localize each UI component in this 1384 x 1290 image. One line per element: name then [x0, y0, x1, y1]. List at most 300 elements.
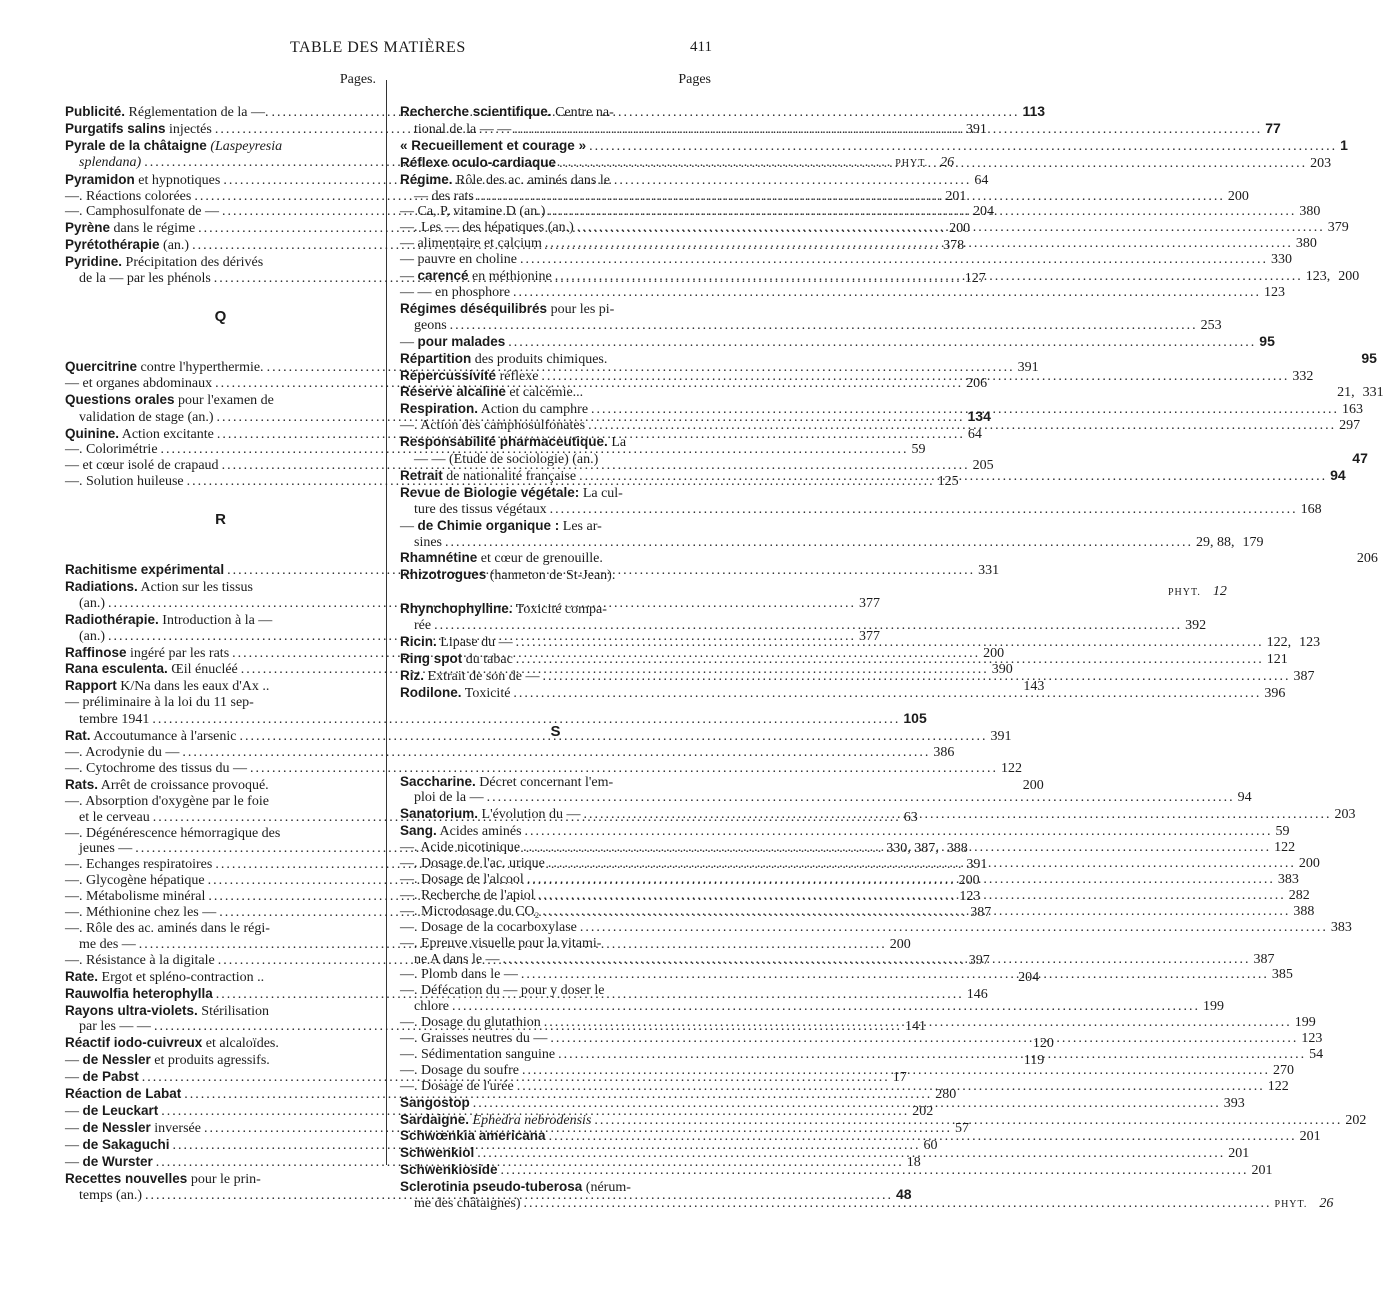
page-ref: 123 — [1264, 284, 1286, 300]
entry-text — [400, 651, 513, 668]
entry-text — [65, 1120, 201, 1137]
entry-subheadword: carencé — [417, 268, 469, 284]
entry-headword: Sang. — [400, 823, 437, 839]
entry-text — [65, 695, 254, 711]
entry-description: Ephedra nebrodensis — [472, 1112, 592, 1128]
leader-dots — [555, 269, 1303, 285]
entry-headword: Questions orales — [65, 391, 175, 407]
entry-description: Rôle des ac. aminés dans le — [456, 172, 610, 188]
page-ref: 206 — [1356, 551, 1378, 567]
entry-text — [400, 567, 615, 584]
index-entry — [400, 384, 1384, 401]
entry-description: sines — [414, 534, 442, 550]
entry-headword: Rapport — [65, 678, 117, 694]
entry-text — [65, 921, 270, 937]
entry-description: Stérilisation — [201, 1003, 269, 1019]
entry-description: Toxicité — [464, 685, 511, 701]
leader-dots — [558, 1047, 1306, 1063]
page-ref: 12 — [1212, 584, 1227, 600]
leader-dots — [545, 236, 1293, 252]
page-ref: 201 — [1251, 1163, 1273, 1179]
entry-description: dans le régime — [113, 221, 196, 237]
entry-headword: Rhamnétine — [400, 550, 478, 566]
entry-description: — — [65, 1137, 83, 1153]
entry-line — [400, 384, 1384, 401]
entry-description: du tabac — [465, 651, 513, 667]
entry-description: — — [65, 1070, 83, 1086]
entry-tag: PHYT. — [1168, 587, 1201, 599]
page-ref: 94 — [1237, 790, 1252, 806]
entry-text — [400, 434, 626, 451]
entry-description: —. Dosage de l'urée — [400, 1078, 514, 1094]
entry-description: —. Acrodynie du — — [65, 745, 180, 760]
page-ref: 121 — [1266, 651, 1288, 667]
entry-text — [79, 629, 105, 645]
entry-line — [65, 138, 376, 155]
leader-dots — [577, 220, 1325, 236]
entry-description: splendana) — [79, 154, 142, 170]
page-ref: 125 — [937, 474, 959, 490]
entry-headword: Quinine. — [65, 425, 119, 441]
entry-text — [65, 661, 238, 678]
page-ref: 134 — [967, 407, 991, 424]
entry-line — [400, 550, 1378, 567]
entry-description: Introduction à la — — [162, 612, 273, 628]
page-ref: 199 — [1202, 999, 1224, 1015]
entry-description: jeunes — — [79, 841, 133, 857]
entry-text — [65, 1052, 270, 1069]
entry-text — [65, 359, 264, 376]
entry-text — [400, 172, 610, 189]
entry-text — [65, 474, 184, 490]
entry-headword: Rodilone. — [400, 684, 462, 700]
entry-line — [65, 1171, 376, 1188]
entry-text — [400, 401, 588, 418]
entry-text — [414, 122, 511, 138]
page-ref: 331 — [1362, 385, 1384, 401]
entry-description: Lipase du — — [440, 635, 513, 650]
entry-line — [400, 601, 711, 618]
entry-text — [400, 668, 540, 685]
leader-dots — [538, 888, 1286, 904]
entry-headword: Riz. — [400, 667, 425, 683]
entry-description: —. Recherche de l'apiol — [400, 887, 535, 903]
leader-dots — [477, 1146, 1225, 1162]
page-ref: 253 — [1200, 317, 1222, 333]
entry-text — [65, 121, 212, 138]
entry-description: (an.) — [79, 595, 106, 611]
entry-description: —. Dégénérescence hémorragique des — [65, 825, 281, 841]
entry-headword: Réaction de Labat — [65, 1086, 182, 1102]
page-ref: 387 — [1253, 951, 1275, 967]
entry-headword: Répartition — [400, 350, 472, 366]
entry-description: — — [400, 269, 418, 285]
entry-text — [65, 426, 214, 443]
page-ref: 386 — [933, 745, 955, 760]
entry-description: et le cerveau — [79, 809, 150, 825]
page-ref: 18 — [906, 1154, 921, 1170]
index-entry — [400, 284, 1286, 301]
leader-dots — [548, 856, 1296, 872]
entry-description: — — [400, 518, 418, 534]
entry-text — [400, 104, 614, 121]
entry-headword: Radiothérapie. — [65, 611, 159, 627]
entry-text — [400, 1047, 555, 1063]
entry-description: — — [65, 1053, 83, 1069]
entry-description-2: en méthionine — [472, 269, 552, 285]
entry-subheadword: de Nessler — [82, 1052, 151, 1068]
page-ref: 206 — [966, 375, 988, 391]
page-ref: 396 — [1264, 685, 1286, 701]
entry-line — [400, 983, 711, 999]
page-ref: 143 — [1023, 679, 1045, 695]
entry-text — [65, 645, 229, 662]
leader-dots — [523, 840, 1271, 856]
page-ref: 95 — [1361, 349, 1377, 366]
leader-dots — [591, 402, 1339, 418]
entry-tag: PHYT. — [895, 157, 929, 169]
entry-description: injectés — [169, 121, 212, 137]
leader-dots — [513, 686, 1261, 702]
entry-text — [400, 936, 601, 952]
leader-dots — [517, 1079, 1265, 1095]
entry-text — [65, 237, 189, 254]
entry-description: Acides aminés — [439, 824, 522, 840]
entry-text — [65, 678, 269, 695]
entry-description: pour le prin- — [190, 1171, 261, 1187]
page-number: 411 — [690, 39, 712, 55]
page-title: TABLE DES MATIÈRES — [290, 39, 466, 56]
entry-line — [400, 518, 711, 535]
entry-description: — Ca, P, vitamine D (an.) — [400, 204, 546, 220]
entry-text — [400, 1079, 514, 1095]
entry-description: tembre 1941 — [79, 712, 150, 728]
entry-text — [400, 1162, 498, 1179]
entry-text — [65, 745, 179, 761]
entry-headword: Rate. — [65, 968, 99, 984]
entry-text — [65, 579, 253, 596]
entry-line — [65, 745, 955, 761]
entry-description: —. Métabolisme minéral — [65, 889, 206, 905]
entry-text — [400, 1179, 631, 1196]
entry-description: — — [400, 334, 418, 350]
page-ref: 200 — [1227, 188, 1249, 204]
entry-text — [65, 761, 247, 777]
page-ref: 105 — [903, 710, 927, 727]
entry-text — [414, 952, 500, 968]
page-ref: 120 — [1032, 1036, 1054, 1052]
entry-description: —. Acide nicotinique — [400, 840, 521, 856]
entry-headword: Sangostop — [400, 1094, 470, 1110]
entry-line — [400, 919, 1352, 936]
entry-description: et calcémie... — [509, 385, 584, 401]
entry-text — [65, 458, 219, 474]
entry-line — [400, 252, 1293, 268]
entry-description: — — en phosphore — [400, 284, 511, 300]
entry-text — [65, 1137, 170, 1154]
entry-line — [400, 301, 711, 318]
entry-description: —. Absorption d'oxygène par le foie — [65, 793, 269, 809]
entry-description: (nérum- — [585, 1180, 631, 1196]
entry-text — [400, 220, 574, 236]
entry-text — [65, 905, 216, 921]
entry-description: — alimentaire et calcium — [400, 236, 542, 252]
leader-dots — [452, 999, 1200, 1015]
entry-text — [400, 1015, 541, 1031]
leader-dots — [513, 285, 1261, 301]
entry-text — [414, 618, 431, 634]
leader-dots — [473, 1096, 1221, 1112]
entry-line — [400, 136, 1348, 155]
entry-text — [65, 857, 212, 873]
entry-description: —. Plomb dans le — — [400, 967, 518, 983]
entry-text — [400, 872, 524, 888]
entry-text — [400, 334, 505, 351]
entry-description: —. Graisses neutres du — — [400, 1031, 548, 1047]
entry-description: — et cœur isolé de crapaud — [65, 458, 219, 474]
entry-headword: Retrait — [400, 467, 443, 483]
page-ref: 201 — [1228, 1146, 1250, 1162]
entry-description: rée — [414, 618, 432, 634]
page-ref: 391 — [1017, 359, 1039, 375]
index-entry — [65, 760, 1022, 777]
entry-line — [65, 794, 376, 810]
page-ref: 388 — [1293, 903, 1315, 919]
entry-description: — — [65, 1103, 83, 1119]
entry-text — [400, 806, 580, 823]
entry-headword: Pyridine. — [65, 254, 123, 270]
page-ref: 391 — [966, 857, 988, 873]
entry-headword: Pyrétothérapie — [65, 237, 160, 253]
page-ref: 123 — [1299, 635, 1321, 650]
entry-text — [65, 376, 212, 392]
entry-description: —. Rôle des ac. aminés dans le régi- — [65, 920, 270, 936]
entry-description: —. Réactions colorées — [65, 188, 192, 204]
page-ref: 387 — [1293, 668, 1315, 684]
entry-line — [65, 579, 376, 596]
entry-headword: Sclerotinia pseudo-tuberosa — [400, 1179, 583, 1195]
entry-text — [400, 634, 513, 651]
entry-text — [65, 1035, 279, 1052]
page-ref: 200 — [958, 873, 980, 889]
entry-description: pour l'examen de — [178, 392, 274, 408]
entry-subheadword: de Sakaguchi — [82, 1136, 170, 1152]
entry-text — [65, 138, 282, 155]
entry-text — [400, 468, 576, 485]
entry-headword: Régime. — [400, 171, 453, 187]
leader-dots — [501, 1163, 1249, 1179]
entry-description: des produits chimiques. — [474, 351, 608, 367]
entry-text — [65, 189, 191, 205]
leader-dots — [522, 1063, 1270, 1079]
entry-description: contre l'hyperthermie. — [140, 359, 264, 375]
leader-dots — [445, 535, 1193, 551]
entry-text — [400, 351, 607, 368]
entry-headword: Rhynchophylline. — [400, 601, 513, 617]
entry-text — [65, 1086, 181, 1103]
page-ref: 332 — [1292, 368, 1314, 384]
page-ref: 393 — [1223, 1095, 1245, 1111]
entry-line — [65, 612, 376, 629]
page-ref: 203 — [1334, 807, 1356, 823]
entry-text — [65, 1154, 153, 1171]
index-entry — [400, 517, 1264, 551]
entry-description: Œil énucléé — [171, 662, 238, 678]
entry-description: Ergot et spléno-contraction .. — [101, 969, 265, 985]
entry-description: —. Echanges respiratoires — [65, 857, 213, 873]
page-ref: 127 — [964, 271, 986, 287]
entry-description-2: Les ar- — [562, 518, 602, 534]
entry-headword: Ring spot — [400, 650, 463, 666]
leader-dots — [543, 669, 1291, 685]
page-ref: 203 — [1310, 155, 1332, 171]
entry-description: ingéré par les rats — [130, 645, 230, 661]
entry-description: temps (an.) — [79, 1188, 142, 1204]
entry-line — [400, 332, 1275, 351]
entry-headword: Radiations. — [65, 578, 138, 594]
page-ref: 200 — [983, 645, 1005, 661]
entry-text — [400, 252, 517, 268]
entry-description: de nationalité française — [446, 468, 577, 484]
column-heading: Pages. — [339, 72, 376, 87]
entry-description: — — [65, 1120, 83, 1136]
entry-headword: Schwenkiol — [400, 1145, 475, 1161]
entry-description: (hanneton de St-Jean). — [489, 568, 616, 584]
page-ref: 200 — [949, 221, 971, 237]
entry-description: — pauvre en choline — [400, 252, 518, 268]
page-ref: 330 — [1271, 252, 1293, 268]
entry-headword: Revue de Biologie végétale: — [400, 484, 580, 500]
entry-description: Accoutumance à l'arsenic — [93, 729, 237, 745]
entry-extra-pages: 21, — [1337, 385, 1355, 401]
entry-description: —. Action des camphosulfonates — [400, 418, 586, 434]
entry-description: Réglementation de la —. — [128, 105, 269, 120]
entry-text — [400, 1128, 546, 1145]
entry-subheadword: pour malades — [417, 333, 506, 349]
page-ref: 59 — [1275, 824, 1290, 840]
entry-text — [65, 986, 213, 1003]
page-ref: 200 — [1298, 856, 1320, 872]
page-ref: 200 — [1022, 777, 1044, 793]
entry-description: — — [65, 1154, 83, 1170]
entry-text — [65, 442, 158, 458]
index-entry — [65, 728, 1012, 745]
entry-text — [79, 937, 136, 953]
entry-description: —. Dosage du soufre — [400, 1062, 519, 1078]
entry-text — [79, 271, 211, 287]
entry-headword: Purgatifs salins — [65, 120, 166, 136]
entry-line — [400, 618, 1207, 634]
entry-headword: Réserve alcaline — [400, 384, 506, 400]
entry-text — [414, 502, 547, 518]
entry-headword: Responsabilité pharmaceutique. — [400, 434, 608, 450]
page-ref: 388 — [946, 841, 968, 857]
entry-text — [400, 1112, 591, 1129]
entry-text — [65, 873, 205, 889]
page-ref: 282 — [1288, 887, 1310, 903]
entry-text — [79, 596, 105, 612]
entry-headword: Schwenkioside — [400, 1162, 498, 1178]
page-ref: 391 — [965, 121, 987, 137]
entry-text — [79, 712, 149, 728]
entry-line — [400, 434, 711, 451]
entry-description: pour les pi- — [550, 301, 615, 317]
entry-description: —. Epreuve visuelle pour la vitami- — [400, 935, 602, 951]
entry-line — [400, 1179, 711, 1196]
entry-description: — des rats — [414, 188, 474, 204]
entry-subheadword: de Nessler — [82, 1119, 151, 1135]
page-ref: 390 — [991, 662, 1013, 678]
entry-text — [400, 485, 623, 502]
entry-text — [65, 104, 268, 121]
page-ref: 397 — [968, 952, 990, 968]
entry-text — [400, 856, 545, 872]
entry-text — [400, 983, 605, 999]
entry-description: Précipitation des dérivés — [125, 255, 264, 271]
page-ref: 201 — [945, 188, 967, 204]
entry-text — [79, 410, 214, 426]
entry-description: —. Microdosage du CO₂ — [400, 903, 540, 919]
entry-text — [414, 318, 447, 334]
page-ref: 179 — [1242, 534, 1264, 550]
entry-headword: Rhizotrogues — [400, 567, 487, 583]
page-ref: 141 — [904, 1019, 926, 1035]
page-ref: 380 — [1299, 204, 1321, 220]
entry-description: — préliminaire à la loi du 11 sep- — [65, 695, 254, 711]
page-ref: 379 — [1327, 220, 1349, 236]
page-ref: 297 — [1339, 418, 1361, 434]
entry-headword: Pyramidon — [65, 171, 135, 187]
page-ref: 123 — [1301, 1031, 1323, 1047]
leader-dots — [525, 824, 1273, 840]
entry-description: et alcaloïdes. — [205, 1036, 279, 1052]
leader-dots — [508, 335, 1256, 351]
entry-text — [65, 172, 220, 189]
leader-dots — [527, 872, 1275, 888]
index-entry — [400, 550, 1378, 567]
page-ref: 113 — [1022, 103, 1046, 119]
entry-description: —. Solution huileuse — [65, 474, 184, 490]
entry-description: (Laspeyresia — [210, 138, 283, 154]
entry-headword: Régimes déséquilibrés — [400, 300, 548, 316]
entry-text — [400, 601, 607, 618]
page-ref: 26 — [940, 154, 955, 170]
entry-headword: Quercitrine — [65, 358, 138, 374]
column-heading: Pages — [678, 72, 711, 87]
entry-tag: PHYT. — [1274, 1199, 1308, 1211]
entry-line — [400, 501, 1322, 518]
entry-text — [79, 155, 141, 171]
leader-dots — [516, 652, 1264, 668]
page-ref: 200 — [889, 936, 911, 952]
entry-description: K/Na dans les eaux d'Ax .. — [120, 679, 270, 695]
entry-text — [79, 841, 132, 857]
entry-extra-pages: 122, — [1266, 635, 1292, 650]
entry-line — [400, 485, 711, 502]
entry-line — [65, 921, 376, 937]
entry-description: La cul- — [582, 485, 623, 501]
entry-text — [400, 1095, 470, 1112]
entry-description: — — (Etude de sociologie) (an.) — [414, 452, 599, 468]
entry-headword: Saccharine. — [400, 773, 476, 789]
leader-dots — [434, 618, 1182, 634]
entry-text — [400, 823, 522, 840]
page-ref: 380 — [1295, 236, 1317, 252]
entry-text — [400, 301, 614, 318]
entry-description: de la — par les phénols — [79, 271, 211, 287]
entry-text — [65, 1069, 139, 1086]
page-ref: 95 — [1259, 332, 1275, 349]
